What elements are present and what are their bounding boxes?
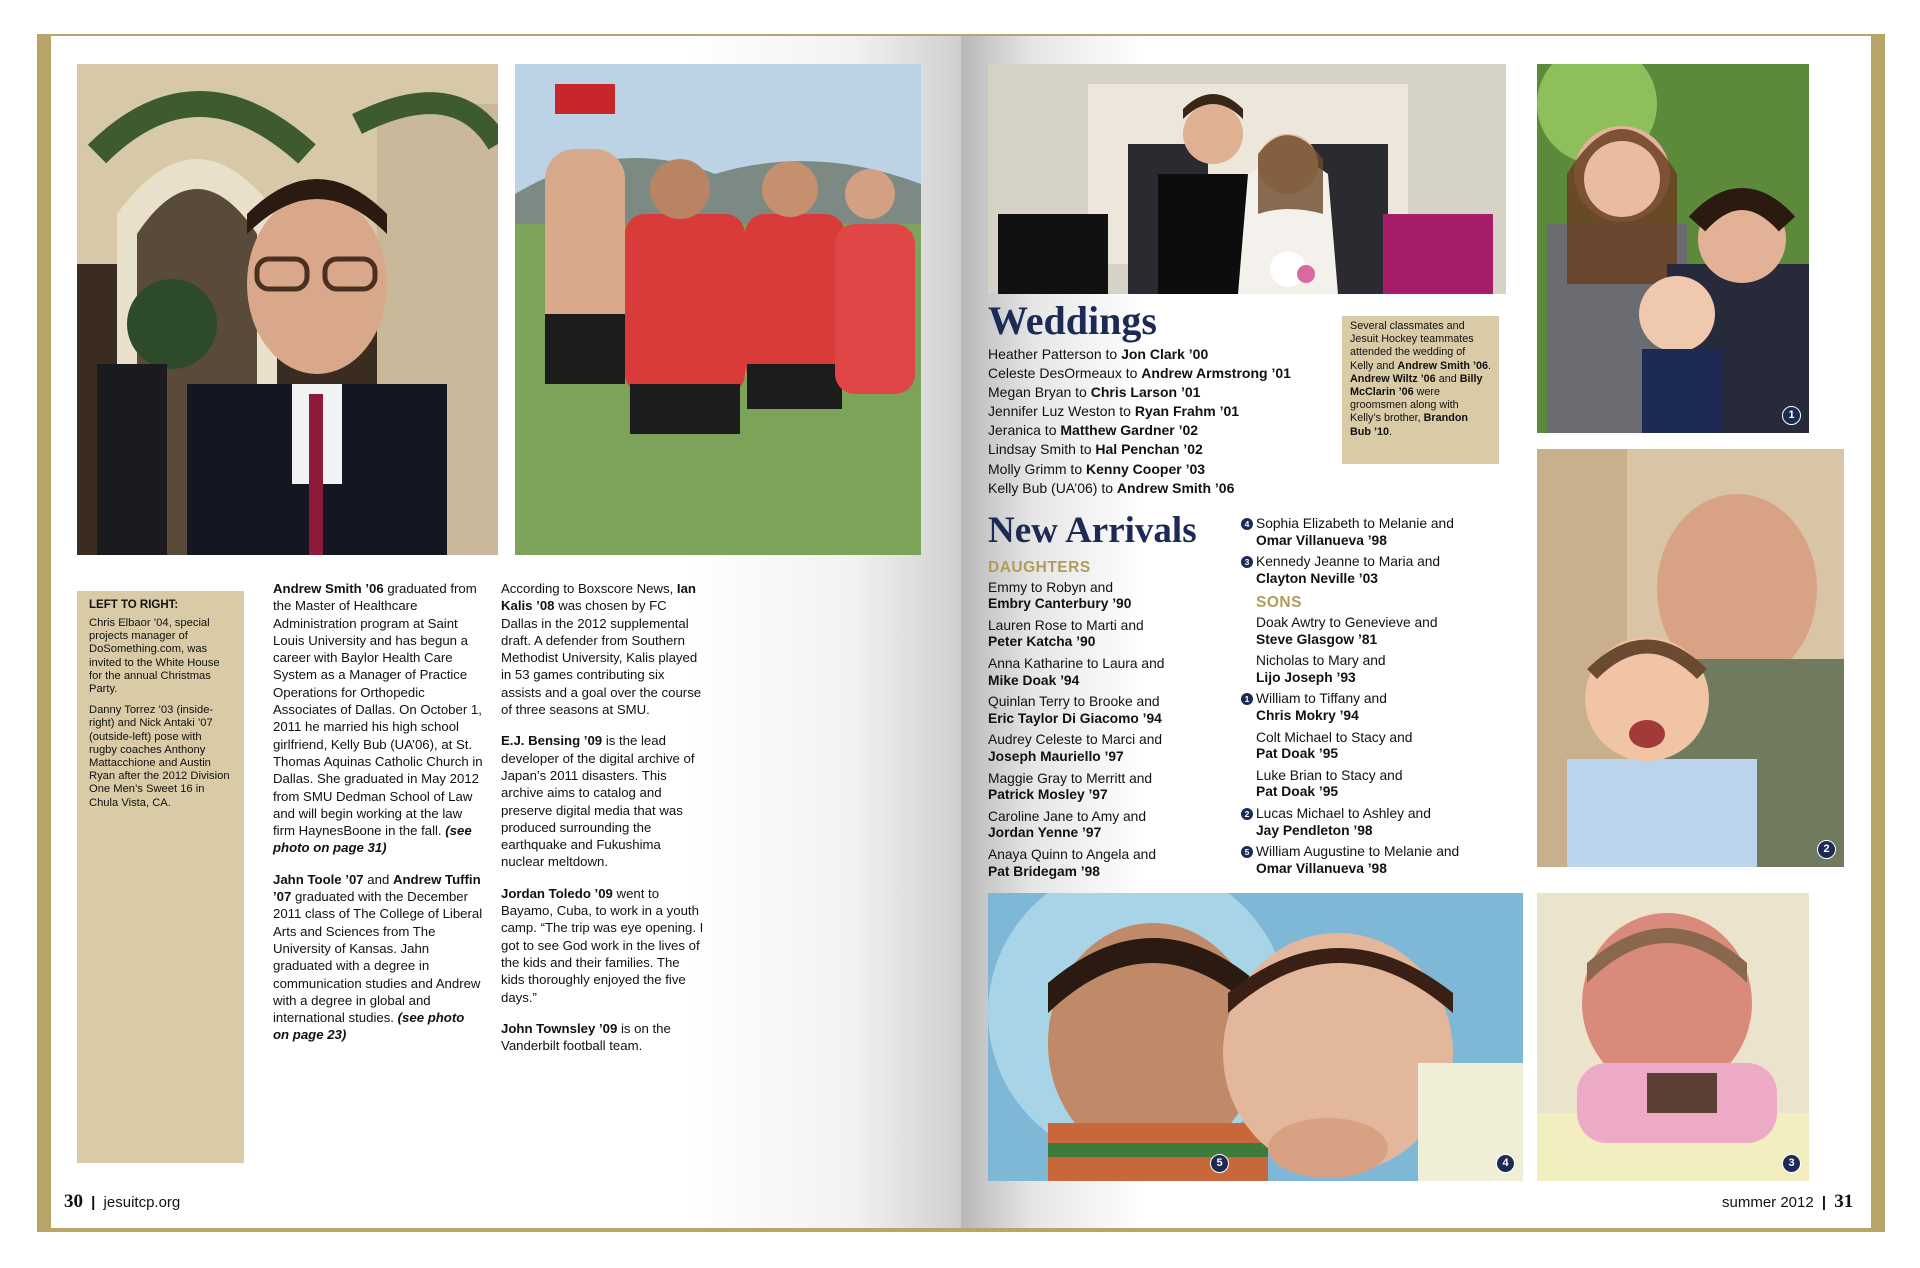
photo-number-badge: 4: [1496, 1154, 1515, 1173]
news-toole-tuffin: Jahn Toole ’07 and Andrew Tuffin ’07 graduated with the December 2011 class of The College of Liberal Arts and Sciences from The University of Kansas. Jahn graduated with a degree in communication studies and Andrew with a degree in global and international studies. (see photo on page 23): [273, 871, 483, 1043]
arrival-entry: 4 Sophia Elizabeth to Melanie and Omar Villanueva ’98: [1256, 516, 1459, 549]
site-name: jesuitcp.org: [103, 1194, 181, 1211]
caption-heading: LEFT TO RIGHT:: [89, 599, 179, 611]
photo-number-badge: 1: [1782, 406, 1801, 425]
arrival-entry: 3 Kennedy Jeanne to Maria and Clayton Neville ’03: [1256, 554, 1459, 587]
page-number-30: 30: [64, 1191, 83, 1212]
wedding-entry: Molly Grimm to Kenny Cooper ’03: [988, 460, 1206, 477]
issue-season: summer 2012: [1722, 1194, 1814, 1211]
arrival-entry: Quinlan Terry to Brooke and Eric Taylor Di Giacomo ’94: [988, 694, 1162, 726]
arrival-entry: 2 Lucas Michael to Ashley and Jay Pendleton ’98: [1256, 806, 1459, 839]
arrival-entry: Maggie Gray to Merritt and Patrick Mosley ’97: [988, 770, 1153, 803]
arrivals-column-2: [1244, 516, 1460, 882]
text-column-2: [501, 580, 706, 1068]
photo-arrival-3-newborn: [1537, 893, 1809, 1181]
wedding-entry: Celeste DesOrmeaux to Andrew Armstrong ’01: [988, 365, 1291, 382]
wedding-entry: Heather Patterson to Jon Clark ’00: [988, 346, 1209, 362]
arrival-entry: Nicholas to Mary and Lijo Joseph ’93: [1256, 653, 1386, 685]
photo-arrival-4-5-babies: [988, 893, 1523, 1181]
arrival-entry: Anaya Quinn to Angela and Pat Bridegam ’98: [988, 846, 1156, 879]
photo-wedding-party: [988, 64, 1506, 294]
photo-ref-badge: 5: [1241, 846, 1253, 858]
arrival-entry: 5 William Augustine to Melanie and Omar Villanueva ’98: [1256, 844, 1459, 877]
caption-text-1: Chris Elbaor ’04, special projects manager of DoSomething.com, was invited to the White House for the annual Christmas Party.: [89, 617, 220, 696]
text-column-1: [273, 580, 483, 1058]
arrival-entry: Lauren Rose to Marti and Peter Katcha ’90: [988, 617, 1144, 650]
daughters-list: [988, 560, 1164, 885]
arrival-entry: Colt Michael to Stacy and Pat Doak ’95: [1256, 729, 1413, 762]
new-arrivals-heading: New Arrivals: [988, 510, 1197, 551]
news-ian-kalis: According to Boxscore News, Ian Kalis ’08 was chosen by FC Dallas in the 2012 supplemental draft. A defender from Southern Methodist University, Kalis played in 53 games contributing six assists and a goal over the course of three seasons at SMU.: [501, 581, 702, 718]
arrival-entry: 1 William to Tiffany and Chris Mokry ’94: [1256, 691, 1459, 724]
folio-right: summer 2012 | 31: [1722, 1191, 1854, 1212]
weddings-heading: Weddings: [988, 298, 1157, 343]
news-john-townsley: John Townsley ’09 is on the Vanderbilt football team.: [501, 1020, 671, 1054]
photo-ref-badge: 1: [1241, 693, 1253, 705]
wedding-sidebar-note: Several classmates and Jesuit Hockey teammates attended the wedding of Kelly and Andrew Smith ’06. Andrew Wiltz ’06 and Billy McClarin ’06 were groomsmen along with Kelly’s brother, Brandon Bub ’10.: [1342, 316, 1499, 464]
sons-label: SONS: [1256, 594, 1302, 612]
photo-ref-badge: 3: [1241, 556, 1253, 568]
photo-number-badge: 3: [1782, 1154, 1801, 1173]
daughters-label: DAUGHTERS: [988, 559, 1091, 576]
photo-caption-box: [77, 591, 244, 1163]
wedding-entry: Jeranica to Matthew Gardner ’02: [988, 422, 1199, 439]
arrival-entry: Emmy to Robyn and Embry Canterbury ’90: [988, 579, 1132, 612]
photo-arrival-1-siblings: [1537, 64, 1809, 433]
photo-rugby-team: [515, 64, 921, 555]
photo-number-badge: 5: [1210, 1154, 1229, 1173]
page-number-31: 31: [1834, 1191, 1854, 1212]
photo-white-house-christmas: [77, 64, 498, 555]
wedding-entry: Lindsay Smith to Hal Penchan ’02: [988, 441, 1203, 458]
arrival-entry: Doak Awtry to Genevieve and Steve Glasgow ’81: [1256, 614, 1438, 647]
photo-ref-badge: 4: [1241, 518, 1253, 530]
arrival-entry: Luke Brian to Stacy and Pat Doak ’95: [1256, 767, 1403, 800]
wedding-entry: Jennifer Luz Weston to Ryan Frahm ’01: [988, 403, 1240, 420]
arrival-entry: Audrey Celeste to Marci and Joseph Mauriello ’97: [988, 732, 1163, 764]
photo-number-badge: 2: [1817, 840, 1836, 859]
caption-text-2: Danny Torrez ’03 (inside-right) and Nick Antaki ’07 (outside-left) pose with rugby coaches Anthony Mattacchione and Austin Ryan after the 2012 Division One Men’s Sweet 16 in Chula Vista, CA.: [89, 704, 230, 809]
news-andrew-smith: Andrew Smith ’06 graduated from the Master of Healthcare Administration program at Saint Louis University and has begun a career with Baylor Health Care System as a Manager of Practice Operations for Orthopedic Associates of Dallas. On October 1, 2011 he married his high school girlfriend, Kelly Bub (UA’06), at St. Thomas Aquinas Catholic Church in Dallas. She graduated in May 2012 from SMU Dedman School of Law and will begin working at the law firm HaynesBoone in the fall. (see photo on page 31): [273, 581, 483, 856]
folio-left: 30 | jesuitcp.org: [64, 1191, 181, 1212]
photo-ref-badge: 2: [1241, 808, 1253, 820]
news-ej-bensing: E.J. Bensing ’09 is the lead developer of the digital archive of Japan’s 2011 disasters. This archive aims to catalog and preserve digital media that was produced surrounding the earthquake and Fukushima nuclear meltdown.: [501, 733, 695, 870]
wedding-entry: Megan Bryan to Chris Larson ’01: [988, 384, 1201, 401]
news-jordan-toledo: Jordan Toledo ’09 went to Bayamo, Cuba, to work in a youth camp. “The trip was eye opening. I got to see God work in the lives of the kids and their families. The kids thoroughly enjoyed the five days.”: [501, 885, 704, 1005]
wedding-entry: Kelly Bub (UA’06) to Andrew Smith ’06: [988, 479, 1235, 496]
arrival-entry: Caroline Jane to Amy and Jordan Yenne ’97: [988, 808, 1146, 841]
weddings-list: [988, 345, 1291, 498]
arrival-entry: Anna Katharine to Laura and Mike Doak ’94: [988, 655, 1165, 688]
photo-arrival-2-father-baby: [1537, 449, 1844, 867]
